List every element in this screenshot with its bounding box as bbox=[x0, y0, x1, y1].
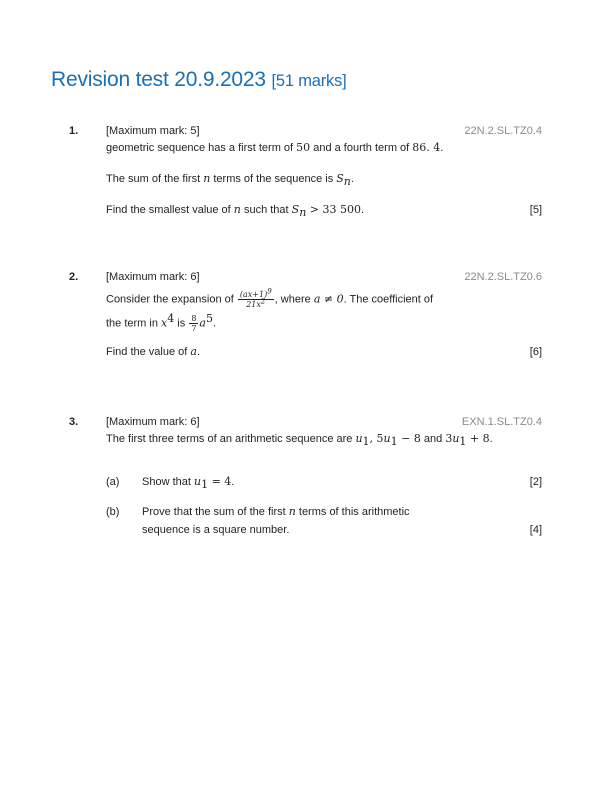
part-a-text bbox=[142, 475, 235, 492]
marks-label: [5] bbox=[529, 204, 542, 216]
text-fragment: . The coefficient of bbox=[343, 293, 434, 306]
exponent: 2 bbox=[260, 297, 266, 306]
math-variable: n bbox=[288, 505, 296, 518]
marks-label: [2] bbox=[529, 476, 542, 488]
text-fragment: and bbox=[420, 433, 446, 445]
exponent: 9 bbox=[267, 287, 272, 296]
math-variable: u bbox=[355, 432, 363, 445]
question-text-line bbox=[106, 432, 493, 449]
text-fragment: Show that bbox=[142, 476, 194, 488]
math-variable: n bbox=[203, 172, 211, 185]
math-value: , 5 bbox=[369, 432, 384, 445]
text-fragment: Find the value of bbox=[106, 346, 191, 358]
part-label: (b) bbox=[106, 506, 120, 518]
question-text-line bbox=[106, 311, 217, 333]
text-fragment: sequence is a square number. bbox=[142, 524, 290, 536]
math-value: 50 bbox=[296, 141, 311, 154]
math-subscript: 1 bbox=[390, 435, 398, 449]
part-b-text-line-2 bbox=[142, 523, 289, 537]
fraction-numerator: (ax+1) bbox=[239, 290, 268, 299]
math-expression: a ≠ 0 bbox=[313, 292, 344, 306]
math-value: + 8 bbox=[466, 432, 490, 445]
question-number: 1. bbox=[69, 125, 79, 137]
math-value: 86. 4 bbox=[412, 141, 441, 154]
text-fragment: such that bbox=[240, 204, 292, 216]
text-fragment: The first three terms of an arithmetic sequence are bbox=[106, 433, 356, 445]
text-fragment: The sum of the first bbox=[106, 173, 204, 185]
text-fragment: . bbox=[350, 173, 354, 185]
math-variable: x bbox=[161, 316, 168, 330]
question-text-line bbox=[106, 203, 365, 220]
max-mark: [Maximum mark: 5] bbox=[106, 125, 200, 137]
question-text-line bbox=[106, 345, 200, 359]
text-fragment: Prove that the sum of the first bbox=[142, 506, 289, 518]
fraction-numerator: 8 bbox=[191, 314, 197, 323]
max-mark: [Maximum mark: 6] bbox=[106, 271, 200, 283]
text-fragment: the term in bbox=[106, 317, 162, 330]
marks-label: [6] bbox=[529, 346, 542, 358]
fraction-denominator: 21x bbox=[246, 300, 261, 309]
text-fragment: . bbox=[489, 433, 493, 445]
text-fragment: Find the smallest value of bbox=[106, 204, 234, 216]
math-variable: u bbox=[193, 475, 202, 488]
marks-label: [4] bbox=[529, 524, 542, 536]
text-fragment: terms of this arithmetic bbox=[295, 506, 410, 518]
fraction bbox=[238, 287, 274, 309]
title-text: Revision test 20.9.2023 bbox=[51, 68, 266, 91]
text-fragment: . bbox=[361, 204, 365, 216]
text-fragment: geometric sequence has a first term of bbox=[106, 142, 297, 154]
question-code: EXN.1.SL.TZ0.4 bbox=[461, 416, 542, 428]
part-label: (a) bbox=[106, 476, 120, 488]
math-variable: n bbox=[233, 203, 241, 216]
math-value: − 8 bbox=[397, 432, 421, 445]
math-subscript: n bbox=[299, 206, 307, 220]
question-code: 22N.2.SL.TZ0.6 bbox=[464, 271, 542, 283]
math-subscript: n bbox=[343, 175, 351, 189]
exponent: 5 bbox=[205, 311, 213, 325]
question-code: 22N.2.SL.TZ0.4 bbox=[464, 125, 542, 137]
text-fragment: . bbox=[196, 346, 201, 358]
text-fragment: is bbox=[174, 317, 189, 330]
max-mark: [Maximum mark: 6] bbox=[106, 416, 200, 428]
text-fragment: and a fourth term of bbox=[310, 142, 413, 154]
text-fragment: Consider the expansion of bbox=[106, 293, 237, 306]
page-title bbox=[51, 68, 347, 92]
math-variable: S bbox=[291, 203, 300, 216]
text-fragment: , where bbox=[274, 293, 314, 306]
math-variable: a bbox=[199, 316, 206, 330]
question-text-line bbox=[106, 287, 434, 309]
text-fragment: terms of the sequence is bbox=[210, 173, 337, 185]
question-number: 3. bbox=[69, 416, 79, 428]
text-fragment: . bbox=[231, 476, 235, 488]
question-number: 2. bbox=[69, 271, 79, 283]
math-variable: S bbox=[336, 172, 344, 185]
math-value: 3 bbox=[445, 432, 453, 445]
math-value: > 33 500 bbox=[306, 203, 361, 216]
title-total-marks: [51 marks] bbox=[271, 72, 347, 90]
text-fragment: . bbox=[440, 142, 444, 154]
math-variable: a bbox=[190, 345, 197, 358]
math-subscript: 1 bbox=[201, 478, 209, 492]
math-subscript: 1 bbox=[362, 435, 370, 449]
math-variable: u bbox=[383, 432, 391, 445]
math-value: = 4 bbox=[208, 475, 232, 488]
math-variable: u bbox=[452, 432, 460, 445]
fraction-denominator: 7 bbox=[191, 324, 197, 333]
text-fragment: . bbox=[212, 317, 217, 330]
exponent: 4 bbox=[167, 311, 175, 325]
fraction bbox=[189, 314, 198, 333]
question-text-line bbox=[106, 172, 354, 189]
part-b-text bbox=[142, 505, 410, 519]
math-subscript: 1 bbox=[459, 435, 467, 449]
question-text-line bbox=[106, 141, 443, 155]
